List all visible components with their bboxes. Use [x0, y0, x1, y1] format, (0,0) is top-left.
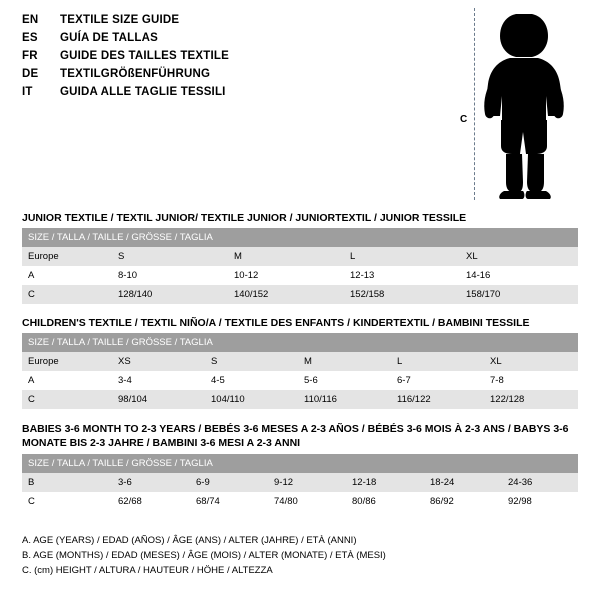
footnote-legend: [22, 533, 582, 578]
row-label: B: [22, 473, 112, 492]
footnote-a: A. AGE (YEARS) / EDAD (AÑOS) / ÂGE (ANS) / ALTER (JAHRE) / ETÀ (ANNI): [22, 535, 357, 546]
row-label: C: [22, 492, 112, 511]
language-row: [22, 86, 442, 104]
cell: 12-18: [346, 473, 424, 492]
row-label: C: [22, 390, 112, 409]
footnote-c: C. (cm) HEIGHT / ALTURA / HAUTEUR / HÖHE / ALTEZZA: [22, 565, 273, 576]
junior-size-table: [22, 228, 578, 304]
language-code: FR: [22, 50, 38, 62]
cell: 152/158: [344, 285, 460, 304]
section-babies-textile: [22, 422, 578, 511]
language-code: EN: [22, 14, 39, 26]
section-title: BABIES 3-6 MONTH TO 2-3 YEARS / BEBÉS 3-6 MESES A 2-3 AÑOS / BÉBÉS 3-6 MOIS À 2-3 ANS / BABYS 3-6 MONATE BIS 2-3 JAHRE / BAMBINI 3-6 MESI A 2-3 ANNI: [22, 423, 569, 449]
cell: 104/110: [205, 390, 298, 409]
cell: 3-4: [112, 371, 205, 390]
cell: 128/140: [112, 285, 228, 304]
cell: 8-10: [112, 266, 228, 285]
language-row: [22, 14, 442, 32]
cell: S: [112, 247, 228, 266]
section-childrens-textile: [22, 317, 578, 409]
cell: 110/116: [298, 390, 391, 409]
cell: 10-12: [228, 266, 344, 285]
cell: 9-12: [268, 473, 346, 492]
row-label: A: [22, 266, 112, 285]
cell: 6-9: [190, 473, 268, 492]
table-row: [22, 285, 578, 304]
cell: 12-13: [344, 266, 460, 285]
language-title-block: [22, 14, 442, 104]
cell: M: [228, 247, 344, 266]
cell: M: [298, 352, 391, 371]
cell: 98/104: [112, 390, 205, 409]
cell: 92/98: [502, 492, 578, 511]
table-header-row: [22, 333, 578, 352]
cell: S: [205, 352, 298, 371]
cell: 158/170: [460, 285, 578, 304]
language-row: [22, 50, 442, 68]
language-code: ES: [22, 32, 38, 44]
table-row: [22, 473, 578, 492]
language-row: [22, 68, 442, 86]
table-header-row: [22, 454, 578, 473]
cell: L: [344, 247, 460, 266]
measure-label-c: C: [460, 114, 468, 125]
table-row: [22, 352, 578, 371]
cell: XS: [112, 352, 205, 371]
cell: XL: [460, 247, 578, 266]
cell: 18-24: [424, 473, 502, 492]
size-header-label: SIZE / TALLA / TAILLE / GRÖSSE / TAGLIA: [22, 228, 578, 247]
table-row: [22, 492, 578, 511]
cell: 5-6: [298, 371, 391, 390]
cell: 62/68: [112, 492, 190, 511]
language-title: TEXTILE SIZE GUIDE: [60, 14, 180, 26]
cell: 3-6: [112, 473, 190, 492]
babies-size-table: [22, 454, 578, 511]
height-measure-figure: [440, 8, 590, 203]
language-title: GUÍA DE TALLAS: [60, 32, 158, 44]
row-label: Europe: [22, 247, 112, 266]
language-row: [22, 32, 442, 50]
table-row: [22, 390, 578, 409]
cell: 80/86: [346, 492, 424, 511]
cell: 74/80: [268, 492, 346, 511]
footnote-b: B. AGE (MONTHS) / EDAD (MESES) / ÂGE (MOIS) / ALTER (MONATE) / ETÀ (MESI): [22, 550, 386, 561]
language-title: TEXTILGRÖßENFÜHRUNG: [60, 68, 211, 80]
size-header-label: SIZE / TALLA / TAILLE / GRÖSSE / TAGLIA: [22, 454, 578, 473]
cell: 86/92: [424, 492, 502, 511]
cell: 7-8: [484, 371, 578, 390]
cell: 116/122: [391, 390, 484, 409]
cell: L: [391, 352, 484, 371]
measure-dashed-line: [474, 8, 475, 200]
cell: 24-36: [502, 473, 578, 492]
children-size-table: [22, 333, 578, 409]
language-title: GUIDA ALLE TAGLIE TESSILI: [60, 86, 226, 98]
row-label: C: [22, 285, 112, 304]
cell: 14-16: [460, 266, 578, 285]
section-junior-textile: [22, 212, 578, 304]
row-label: Europe: [22, 352, 112, 371]
cell: 140/152: [228, 285, 344, 304]
table-row: [22, 371, 578, 390]
cell: 6-7: [391, 371, 484, 390]
cell: 122/128: [484, 390, 578, 409]
toddler-silhouette-icon: [480, 12, 580, 202]
cell: 68/74: [190, 492, 268, 511]
cell: XL: [484, 352, 578, 371]
table-row: [22, 247, 578, 266]
cell: 4-5: [205, 371, 298, 390]
language-title: GUIDE DES TAILLES TEXTILE: [60, 50, 229, 62]
section-title: CHILDREN'S TEXTILE / TEXTIL NIÑO/A / TEXTILE DES ENFANTS / KINDERTEXTIL / BAMBINI TESSILE: [22, 317, 530, 329]
size-header-label: SIZE / TALLA / TAILLE / GRÖSSE / TAGLIA: [22, 333, 578, 352]
section-title: JUNIOR TEXTILE / TEXTIL JUNIOR/ TEXTILE JUNIOR / JUNIORTEXTIL / JUNIOR TESSILE: [22, 212, 467, 224]
language-code: IT: [22, 86, 33, 98]
table-row: [22, 266, 578, 285]
language-code: DE: [22, 68, 39, 80]
row-label: A: [22, 371, 112, 390]
table-header-row: [22, 228, 578, 247]
